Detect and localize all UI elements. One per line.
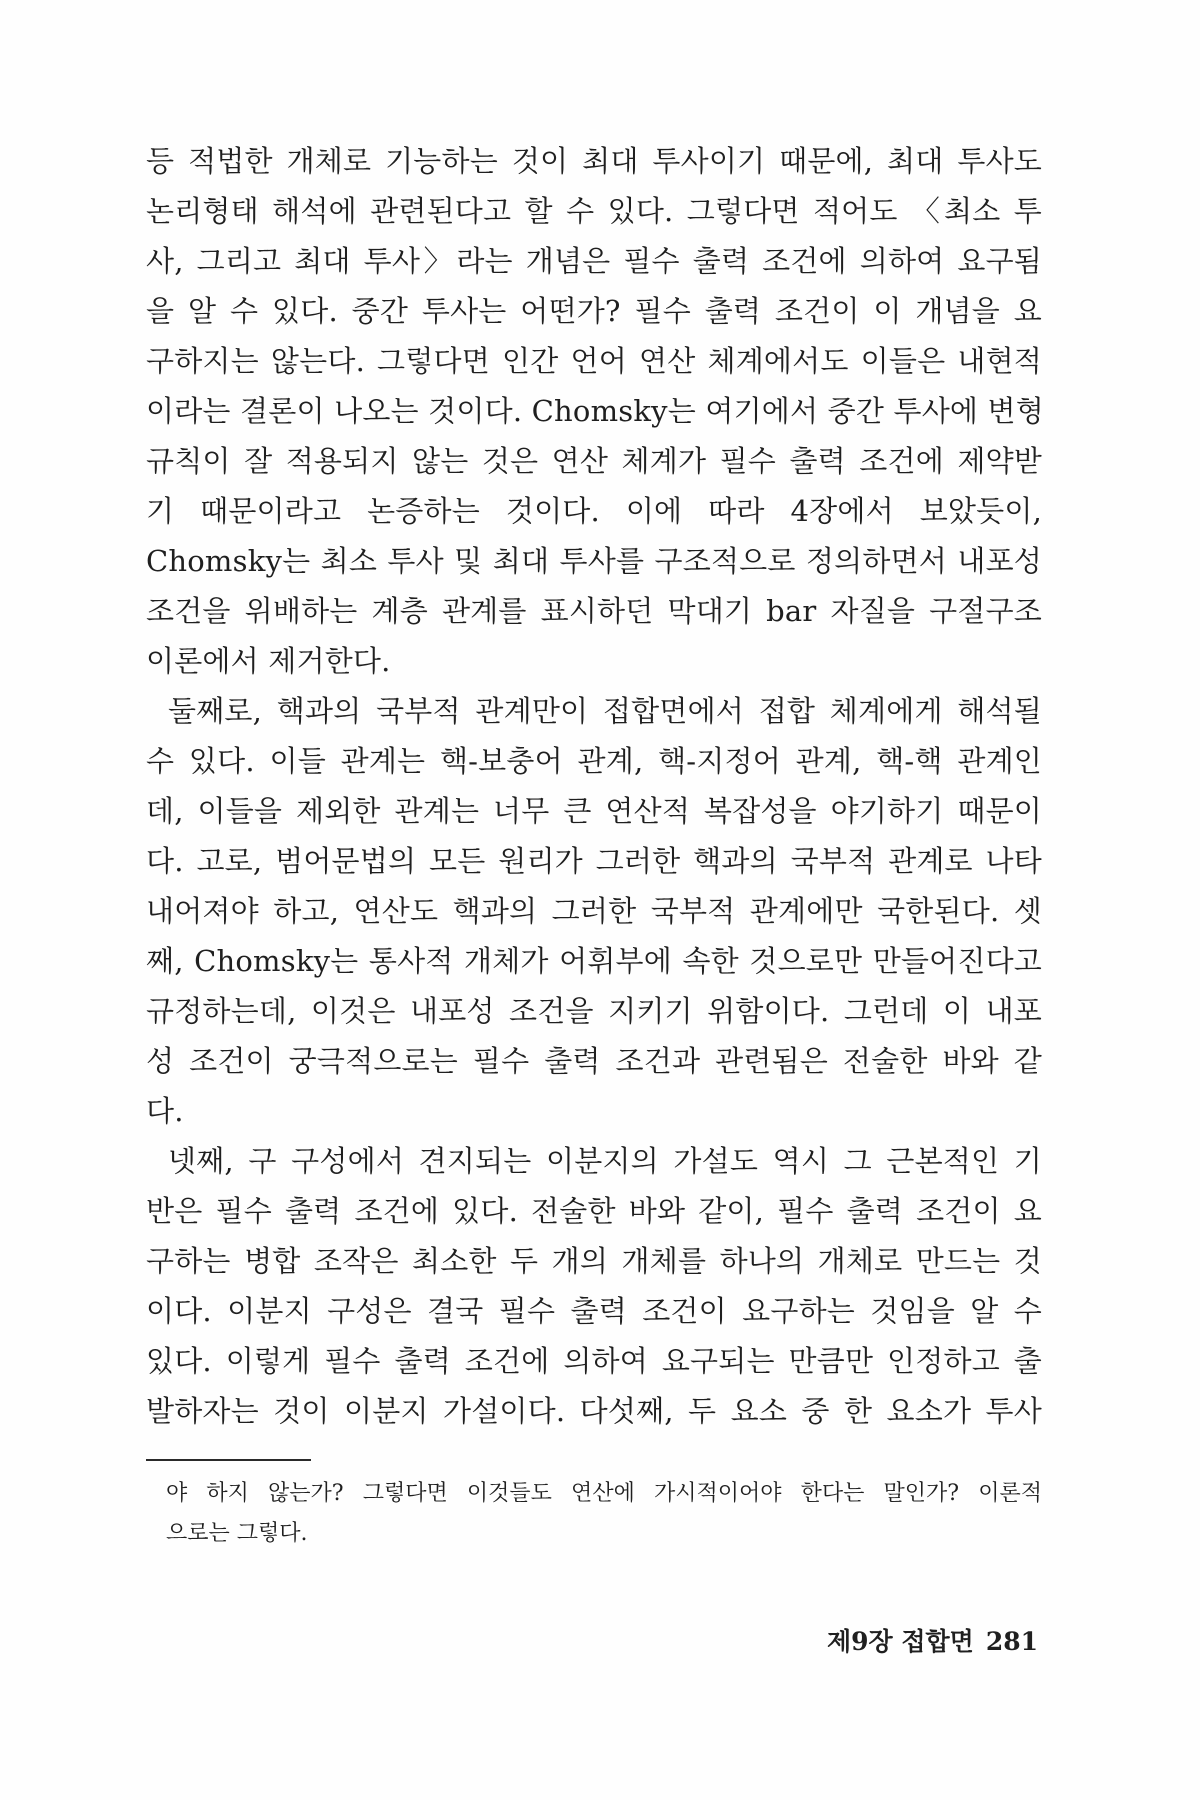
text-line: 성 조건이 궁극적으로는 필수 출력 조건과 관련됨은 전술한 바와 같: [146, 1044, 1042, 1078]
text-line: 구하지는 않는다. 그렇다면 인간 언어 연산 체계에서도 이들은 내현적: [146, 344, 1042, 378]
chapter-title: 제9장 접합면: [826, 1627, 974, 1656]
text-line: 기 때문이라고 논증하는 것이다. 이에 따라 4장에서 보았듯이,: [146, 494, 1042, 528]
text-line: 있다. 이렇게 필수 출력 조건에 의하여 요구되는 만큼만 인정하고 출: [146, 1344, 1042, 1378]
text-line: 규칙이 잘 적용되지 않는 것은 연산 체계가 필수 출력 조건에 제약받: [146, 444, 1042, 478]
text-line: 데, 이들을 제외한 관계는 너무 큰 연산적 복잡성을 야기하기 때문이: [146, 794, 1042, 828]
page-number: 281: [985, 1627, 1038, 1656]
text-line: 이론에서 제거한다.: [146, 644, 391, 678]
footnote-line: 으로는 그렇다.: [166, 1521, 308, 1546]
text-line: 등 적법한 개체로 기능하는 것이 최대 투사이기 때문에, 최대 투사도: [146, 144, 1042, 178]
paragraph-start-line: 넷째, 구 구성에서 견지되는 이분지의 가설도 역시 그 근본적인 기: [168, 1144, 1042, 1178]
text-line: 사, 그리고 최대 투사〉라는 개념은 필수 출력 조건에 의하여 요구됨: [146, 244, 1042, 278]
text-line: 수 있다. 이들 관계는 핵-보충어 관계, 핵-지정어 관계, 핵-핵 관계인: [146, 744, 1042, 778]
text-line: 조건을 위배하는 계층 관계를 표시하던 막대기 bar 자질을 구절구조: [146, 594, 1042, 628]
text-line: 이라는 결론이 나오는 것이다. Chomsky는 여기에서 중간 투사에 변형: [146, 394, 1044, 428]
footnote: [166, 1474, 1042, 1554]
text-line: 다. 고로, 범어문법의 모든 원리가 그러한 핵과의 국부적 관계로 나타: [146, 844, 1042, 878]
text-line: 발하자는 것이 이분지 가설이다. 다섯째, 두 요소 중 한 요소가 투사: [146, 1394, 1042, 1428]
paragraph-start-line: 둘째로, 핵과의 국부적 관계만이 접합면에서 접합 체계에게 해석될: [168, 694, 1042, 728]
text-line: 구하는 병합 조작은 최소한 두 개의 개체를 하나의 개체로 만드는 것: [146, 1244, 1042, 1278]
text-line: 째, Chomsky는 통사적 개체가 어휘부에 속한 것으로만 만들어진다고: [146, 944, 1042, 978]
text-line: Chomsky는 최소 투사 및 최대 투사를 구조적으로 정의하면서 내포성: [146, 544, 1042, 578]
footnote-line: 야 하지 않는가? 그렇다면 이것들도 연산에 가시적이어야 한다는 말인가? 이론적: [166, 1481, 1042, 1506]
body-text: [146, 136, 1042, 1436]
text-line: 규정하는데, 이것은 내포성 조건을 지키기 위함이다. 그런데 이 내포: [146, 994, 1042, 1028]
running-footer: [827, 1622, 1038, 1662]
text-line: 이다. 이분지 구성은 결국 필수 출력 조건이 요구하는 것임을 알 수: [146, 1294, 1042, 1328]
footnote-divider: [146, 1459, 311, 1461]
text-line: 다.: [146, 1094, 184, 1128]
text-line: 반은 필수 출력 조건에 있다. 전술한 바와 같이, 필수 출력 조건이 요: [146, 1194, 1042, 1228]
text-line: 논리형태 해석에 관련된다고 할 수 있다. 그렇다면 적어도 〈최소 투: [146, 194, 1042, 228]
text-line: 을 알 수 있다. 중간 투사는 어떤가? 필수 출력 조건이 이 개념을 요: [146, 294, 1042, 328]
text-line: 내어져야 하고, 연산도 핵과의 그러한 국부적 관계에만 국한된다. 셋: [146, 894, 1042, 928]
